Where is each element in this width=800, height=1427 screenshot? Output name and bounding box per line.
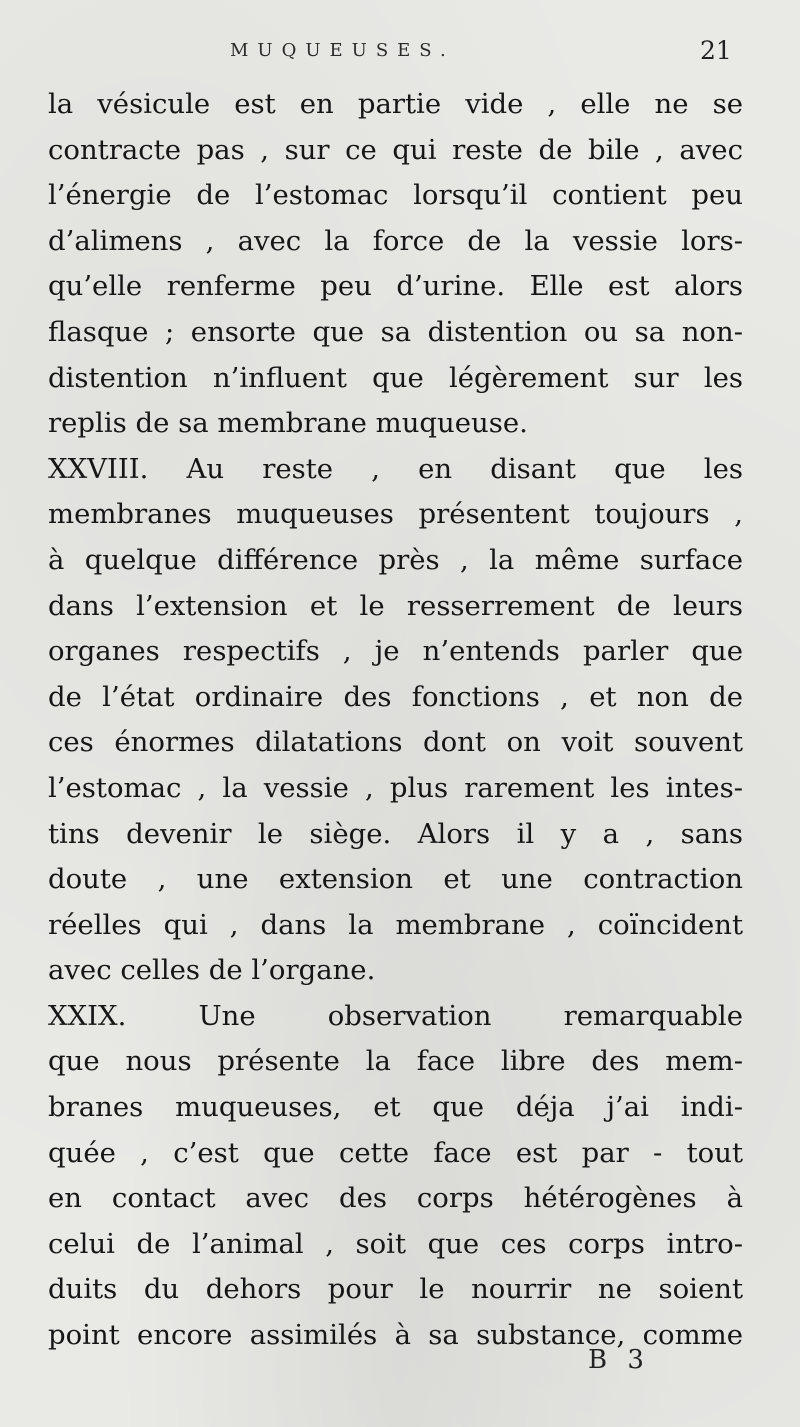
- text-line: d’alimens , avec la force de la vessie lors-: [48, 224, 743, 257]
- text-line: la vésicule est en partie vide , elle ne se: [48, 88, 743, 120]
- section-heading-line: XXVIII. Au reste , en disant que les: [48, 452, 743, 485]
- text-line: avec celles de l’organe.: [48, 954, 376, 987]
- text-line: quée , c’est que cette face est par - tout: [48, 1136, 743, 1169]
- text-line: flasque ; ensorte que sa distention ou sa non-: [48, 315, 743, 348]
- text-line: l’estomac , la vessie , plus rarement les intes-: [48, 771, 743, 804]
- text-line: tins devenir le siège. Alors il y a , sans: [48, 817, 743, 850]
- text-line: l’énergie de l’estomac lorsqu’il contient peu: [48, 179, 743, 212]
- text-line: qu’elle renferme peu d’urine. Elle est alors: [48, 270, 743, 303]
- text-line: replis de sa membrane muqueuse.: [48, 407, 528, 440]
- text-line: branes muqueuses, et que déja j’ai indi-: [48, 1091, 743, 1124]
- text-line: duits du dehors pour le nourrir ne soient: [48, 1273, 743, 1306]
- text-line: de l’état ordinaire des fonctions , et non de: [48, 680, 743, 713]
- text-line: organes respectifs , je n’entends parler que: [48, 635, 743, 668]
- text-line: membranes muqueuses présentent toujours ,: [48, 498, 743, 531]
- text-line: dans l’extension et le resserrement de leurs: [48, 589, 743, 622]
- text-line: contracte pas , sur ce qui reste de bile , avec: [48, 133, 743, 166]
- text-line: réelles qui , dans la membrane , coïncident: [48, 908, 743, 941]
- text-line: à quelque différence près , la même surface: [48, 543, 743, 576]
- text-line: en contact avec des corps hétérogènes à: [48, 1182, 743, 1215]
- signature-mark: B 3: [588, 1345, 650, 1375]
- text-line: celui de l’animal , soit que ces corps intro-: [48, 1227, 743, 1260]
- body-text: [48, 82, 743, 1359]
- text-line: que nous présente la face libre des mem-: [48, 1045, 743, 1078]
- text-line: distention n’influent que légèrement sur les: [48, 361, 743, 394]
- text-line: ces énormes dilatations dont on voit souvent: [48, 726, 743, 759]
- text-line: doute , une extension et une contraction: [48, 863, 743, 896]
- text-line: point encore assimilés à sa substance, comme: [48, 1319, 743, 1352]
- running-head-title: MUQUEUSES.: [230, 40, 455, 61]
- page-number: 21: [700, 36, 732, 65]
- section-heading-line: XXIX. Une observation remarquable: [48, 999, 743, 1032]
